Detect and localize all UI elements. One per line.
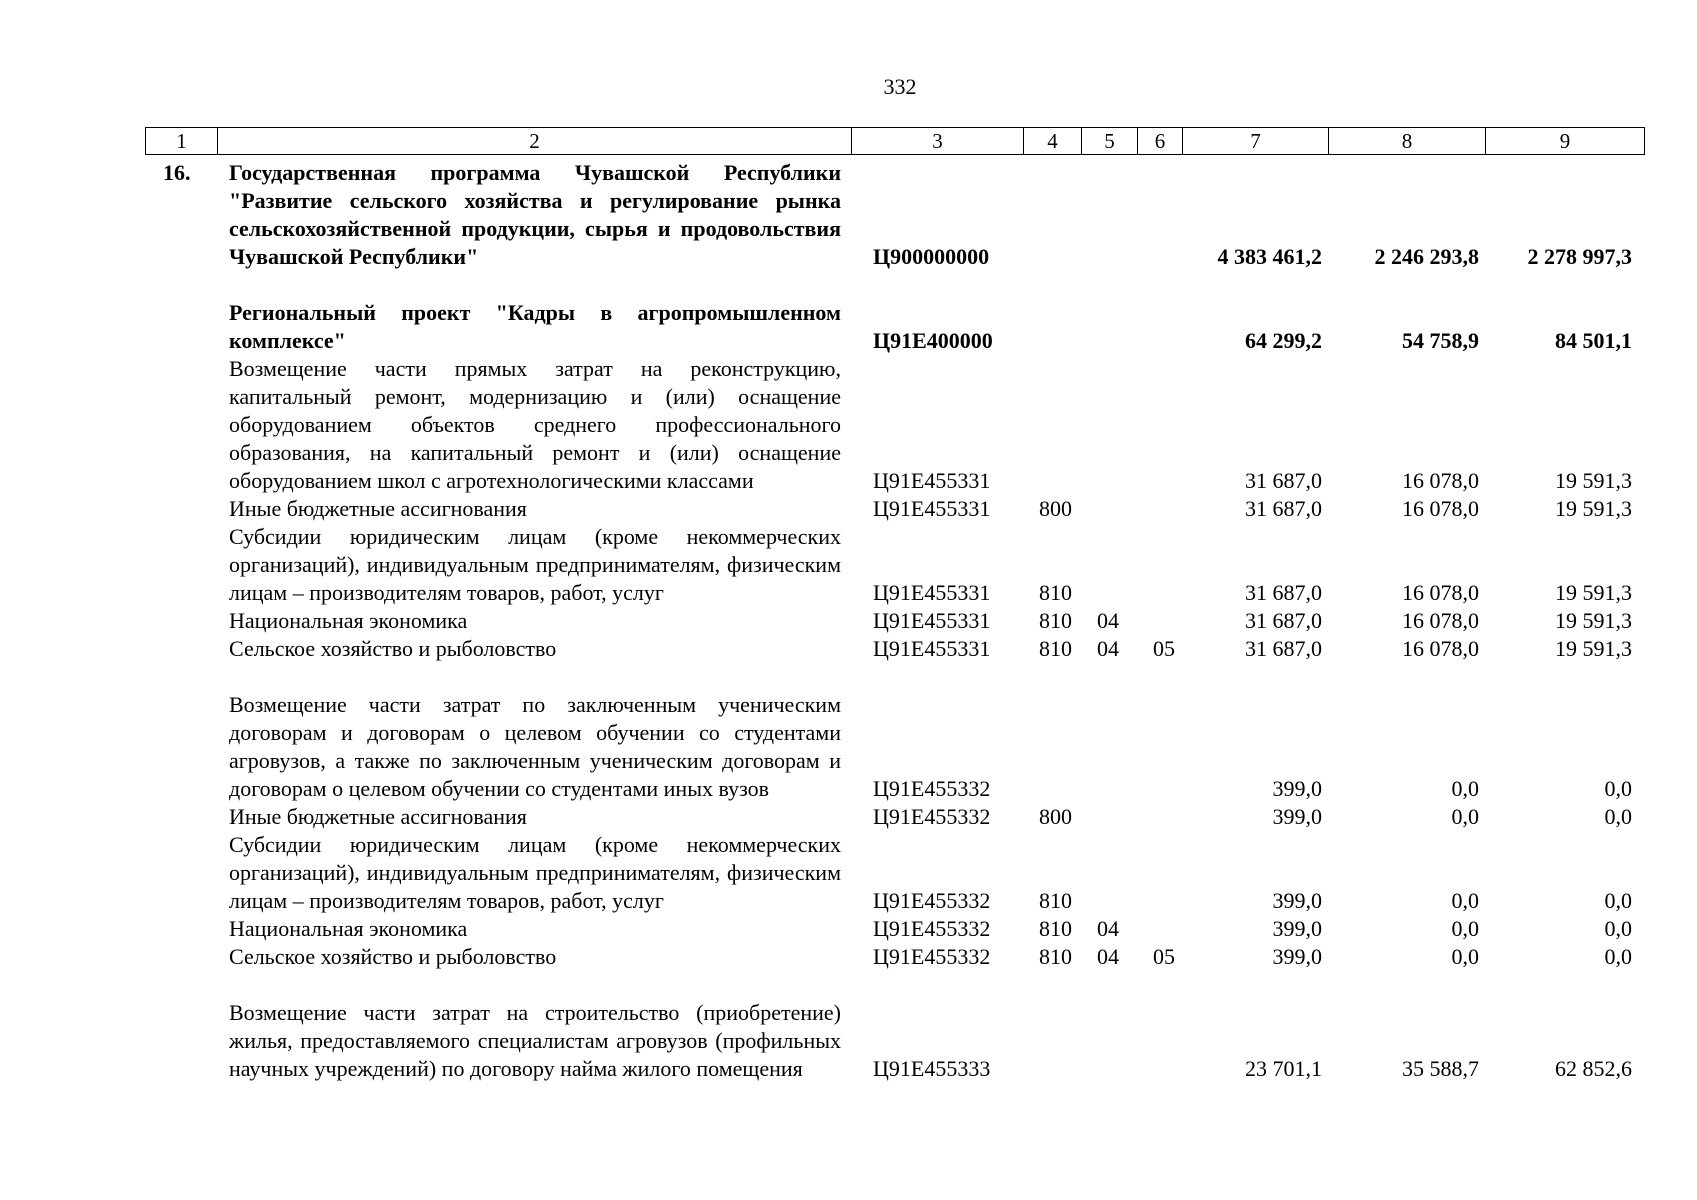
row-number: 16. — [163, 160, 191, 185]
target-code: Ц91Е455331 — [873, 468, 991, 493]
amount-col9: 0,0 — [1604, 888, 1632, 913]
section: 04 — [1097, 916, 1119, 941]
header-cell: 2 — [218, 128, 852, 155]
table-row — [145, 943, 1644, 971]
amount-col9: 62 852,6 — [1555, 1056, 1632, 1081]
amount-col8: 16 078,0 — [1402, 608, 1479, 633]
subsection: 05 — [1153, 944, 1175, 969]
table-row — [145, 803, 1644, 831]
expense-type: 810 — [1039, 608, 1072, 633]
amount-col8: 0,0 — [1451, 944, 1479, 969]
target-code: Ц91Е455331 — [873, 496, 991, 521]
row-name: Региональный проект "Кадры в агропромышленном комплексе" — [229, 300, 841, 353]
target-code: Ц91Е455332 — [873, 888, 991, 913]
expense-type: 810 — [1039, 636, 1072, 661]
subsection — [1137, 803, 1182, 831]
page-number — [0, 74, 1697, 100]
target-code: Ц91Е455331 — [873, 608, 991, 633]
amount-col7: 4 383 461,2 — [1217, 244, 1322, 269]
section — [1081, 803, 1137, 831]
section — [1081, 159, 1137, 271]
amount-col8: 2 246 293,8 — [1374, 244, 1479, 269]
table-row — [145, 607, 1644, 635]
subsection — [1137, 523, 1182, 607]
target-code: Ц91Е455332 — [873, 944, 991, 969]
table-row — [145, 159, 1644, 271]
row-name: Возмещение части прямых затрат на реконструкцию, капитальный ремонт, модернизацию и (или) оснащение оборудованием объектов среднего профессионального образования, на капитальный ремонт и (или) оснащение оборудованием школ с агротехнологическими классами — [229, 356, 841, 493]
target-code: Ц91Е455331 — [873, 636, 991, 661]
row-number — [145, 607, 217, 635]
header-cell: 7 — [1183, 128, 1329, 155]
expense-type — [1023, 971, 1081, 1083]
amount-col8: 54 758,9 — [1402, 328, 1479, 353]
subsection — [1137, 663, 1182, 803]
expense-type: 800 — [1039, 496, 1072, 521]
row-number — [145, 635, 217, 663]
amount-col9: 84 501,1 — [1555, 328, 1632, 353]
section — [1081, 523, 1137, 607]
amount-col8: 0,0 — [1451, 888, 1479, 913]
row-number — [145, 523, 217, 607]
target-code: Ц91Е455333 — [873, 1056, 991, 1081]
amount-col9: 0,0 — [1604, 916, 1632, 941]
subsection — [1137, 299, 1182, 355]
table-row — [145, 299, 1644, 355]
row-number — [145, 943, 217, 971]
amount-col9: 0,0 — [1604, 944, 1632, 969]
section: 04 — [1097, 636, 1119, 661]
amount-col7: 64 299,2 — [1245, 328, 1322, 353]
row-number — [145, 299, 217, 355]
amount-col7: 399,0 — [1272, 776, 1322, 801]
section — [1081, 495, 1137, 523]
amount-col7: 23 701,1 — [1245, 1056, 1322, 1081]
section — [1081, 299, 1137, 355]
target-code: Ц91Е455331 — [873, 580, 991, 605]
target-code: Ц91Е455332 — [873, 916, 991, 941]
expense-type: 810 — [1039, 580, 1072, 605]
amount-col8: 16 078,0 — [1402, 580, 1479, 605]
amount-col9: 19 591,3 — [1555, 608, 1632, 633]
amount-col7: 31 687,0 — [1245, 496, 1322, 521]
section — [1081, 971, 1137, 1083]
amount-col9: 0,0 — [1604, 776, 1632, 801]
spacer-row — [145, 271, 1644, 299]
section — [1081, 355, 1137, 495]
header-cell: 3 — [852, 128, 1024, 155]
expense-type — [1023, 299, 1081, 355]
subsection — [1137, 159, 1182, 271]
table-row — [145, 663, 1644, 803]
expense-type: 810 — [1039, 888, 1072, 913]
target-code: Ц900000000 — [873, 244, 990, 269]
amount-col8: 0,0 — [1451, 916, 1479, 941]
row-number — [145, 663, 217, 803]
table-row — [145, 523, 1644, 607]
amount-col9: 19 591,3 — [1555, 468, 1632, 493]
table-row — [145, 831, 1644, 915]
header-cell: 8 — [1329, 128, 1486, 155]
subsection — [1137, 495, 1182, 523]
header-cell: 4 — [1024, 128, 1082, 155]
table-row — [145, 355, 1644, 495]
table-row — [145, 971, 1644, 1083]
row-name: Национальная экономика — [229, 916, 468, 941]
row-name: Иные бюджетные ассигнования — [229, 496, 527, 521]
expense-type — [1023, 663, 1081, 803]
target-code: Ц91Е455332 — [873, 804, 991, 829]
header-cell: 1 — [146, 128, 218, 155]
row-name: Государственная программа Чувашской Республики "Развитие сельского хозяйства и регулирование рынка сельскохозяйственной продукции, сырья и продовольствия Чувашской Республики" — [229, 160, 841, 269]
row-name: Иные бюджетные ассигнования — [229, 804, 527, 829]
amount-col8: 0,0 — [1451, 804, 1479, 829]
amount-col7: 31 687,0 — [1245, 468, 1322, 493]
section — [1081, 831, 1137, 915]
table-row — [145, 915, 1644, 943]
subsection — [1137, 971, 1182, 1083]
expense-type — [1023, 355, 1081, 495]
section: 04 — [1097, 944, 1119, 969]
row-number — [145, 831, 217, 915]
amount-col8: 35 588,7 — [1402, 1056, 1479, 1081]
subsection: 05 — [1153, 636, 1175, 661]
row-name: Национальная экономика — [229, 608, 468, 633]
amount-col8: 16 078,0 — [1402, 496, 1479, 521]
row-number — [145, 915, 217, 943]
row-name: Сельское хозяйство и рыболовство — [229, 944, 557, 969]
row-name: Возмещение части затрат по заключенным ученическим договорам и договорам о целевом обучении со студентами агровузов, а также по заключенным ученическим договорам и договорам о целевом обучении со студентами иных вузов — [229, 692, 841, 801]
amount-col7: 31 687,0 — [1245, 580, 1322, 605]
amount-col9: 19 591,3 — [1555, 496, 1632, 521]
section — [1081, 663, 1137, 803]
amount-col9: 19 591,3 — [1555, 636, 1632, 661]
target-code: Ц91Е400000 — [873, 328, 993, 353]
amount-col8: 16 078,0 — [1402, 468, 1479, 493]
row-name: Возмещение части затрат на строительство (приобретение) жилья, предоставляемого специалистам агровузов (профильных научных учреждений) по договору найма жилого помещения — [229, 1000, 841, 1081]
row-number — [145, 495, 217, 523]
amount-col7: 31 687,0 — [1245, 608, 1322, 633]
expense-type: 810 — [1039, 944, 1072, 969]
amount-col8: 16 078,0 — [1402, 636, 1479, 661]
amount-col8: 0,0 — [1451, 776, 1479, 801]
table-row — [145, 495, 1644, 523]
row-name: Субсидии юридическим лицам (кроме некоммерческих организаций), индивидуальным предпринимателям, физическим лицам – производителям товаров, работ, услуг — [229, 524, 841, 605]
row-name: Субсидии юридическим лицам (кроме некоммерческих организаций), индивидуальным предпринимателям, физическим лицам – производителям товаров, работ, услуг — [229, 832, 841, 913]
amount-col7: 399,0 — [1272, 888, 1322, 913]
target-code: Ц91Е455332 — [873, 776, 991, 801]
expense-type: 800 — [1039, 804, 1072, 829]
expense-type — [1023, 159, 1081, 271]
header-cell: 9 — [1486, 128, 1645, 155]
amount-col7: 399,0 — [1272, 916, 1322, 941]
amount-col7: 399,0 — [1272, 944, 1322, 969]
amount-col9: 2 278 997,3 — [1527, 244, 1632, 269]
subsection — [1137, 355, 1182, 495]
expense-type: 810 — [1039, 916, 1072, 941]
row-number — [145, 803, 217, 831]
header-row — [146, 128, 1645, 155]
subsection — [1137, 915, 1182, 943]
section: 04 — [1097, 608, 1119, 633]
table-row — [145, 635, 1644, 663]
header-cell: 5 — [1082, 128, 1138, 155]
amount-col7: 31 687,0 — [1245, 636, 1322, 661]
row-number — [145, 355, 217, 495]
column-number-header — [145, 127, 1645, 155]
amount-col9: 0,0 — [1604, 804, 1632, 829]
header-cell: 6 — [1138, 128, 1183, 155]
page-number-text: 332 — [883, 74, 917, 99]
amount-col7: 399,0 — [1272, 804, 1322, 829]
row-number — [145, 971, 217, 1083]
subsection — [1137, 607, 1182, 635]
amount-col9: 19 591,3 — [1555, 580, 1632, 605]
subsection — [1137, 831, 1182, 915]
row-name: Сельское хозяйство и рыболовство — [229, 636, 557, 661]
budget-table — [145, 159, 1644, 1083]
